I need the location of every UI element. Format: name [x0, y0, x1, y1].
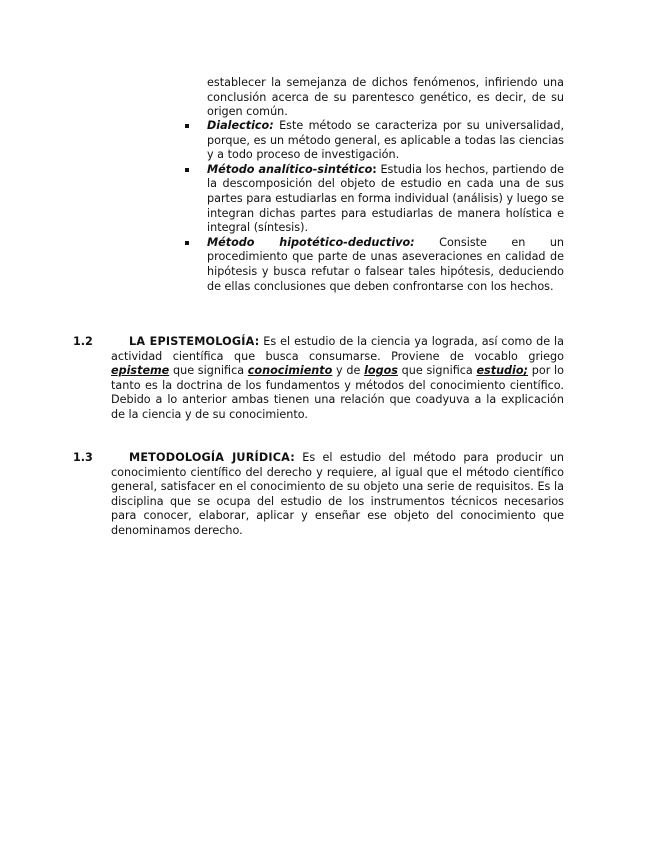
continuation-paragraph: establecer la semejanza de dichos fenómenos, infiriendo una conclusión acerca de su parentesco genético, es decir, de su origen común. — [207, 76, 564, 119]
section-text: Es el estudio de la ciencia ya lograda, así como de la actividad científica que busca consumarse. Proviene de vocablo griego — [111, 335, 564, 363]
section-text: y de — [332, 364, 365, 378]
section-title: LA EPISTEMOLOGÍA: — [129, 335, 260, 348]
section-metodologia-juridica — [73, 451, 565, 539]
bullet-icon — [185, 168, 189, 172]
section-text: por lo tanto es la doctrina de los fundamentos y métodos del conocimiento científico. Debido a lo anterior ambas tienen una relación que coadyuva a la explicación de la ciencia y de su conocimiento. — [111, 364, 564, 421]
bullet-icon — [185, 124, 189, 128]
section-text: que significa — [169, 364, 248, 378]
definition-analitico-sintetico: Estudia los hechos, partiendo de la descomposición del objeto de estudio en cada una de sus partes para estudiarlas en forma individual (análisis) y luego se integran dichas partes para estudiarlas de manera holística e integral (síntesis). — [207, 162, 564, 235]
section-text: que significa — [397, 364, 477, 378]
section-number: 1.2 — [73, 335, 93, 348]
definition-hipotetico-deductivo: Consiste en un procedimiento que parte de unas aseveraciones en calidad de hipótesis y busca refutar o falsear tales hipótesis, deduciendo de ellas conclusiones que deben confrontarse con los hechos. — [207, 235, 564, 293]
methods-list — [185, 119, 564, 294]
term-dialectico: Dialectico: — [207, 119, 274, 132]
list-item-analitico-sintetico — [185, 163, 564, 236]
section-title: METODOLOGÍA JURÍDICA: — [129, 451, 295, 464]
section-epistemologia — [73, 335, 564, 423]
list-item-dialectico — [185, 119, 564, 163]
term-conocimiento: conocimiento — [247, 364, 333, 378]
term-analitico-sintetico: Método analítico-sintético — [207, 162, 373, 176]
term-hipotetico-deductivo: Método hipotético-deductivo: — [207, 235, 415, 249]
definition-dialectico: Este método se caracteriza por su universalidad, porque, es un método general, es aplicable a todas las ciencias y a todo proceso de investigación. — [207, 119, 564, 162]
term-estudio: estudio; — [476, 364, 529, 378]
bullet-icon — [185, 241, 189, 245]
section-number: 1.3 — [73, 451, 93, 464]
metodologia-paragraph — [73, 451, 565, 539]
term-episteme: episteme — [111, 364, 170, 378]
list-item-hipotetico-deductivo — [185, 236, 564, 294]
epistemologia-paragraph — [73, 335, 564, 423]
section-text: Es el estudio del método para producir un conocimiento científico del derecho y requiere, al igual que el método científico general, satisfacer en el conocimiento de su objeto una serie de requisitos. Es la disciplina que se ocupa del estudio de los instrumentos técnicos necesarios para conocer, elaborar, aplicar y enseñar ese objeto del conocimiento que denominamos derecho. — [111, 451, 565, 537]
term-logos: logos — [364, 364, 398, 378]
term-colon: : — [372, 162, 377, 176]
